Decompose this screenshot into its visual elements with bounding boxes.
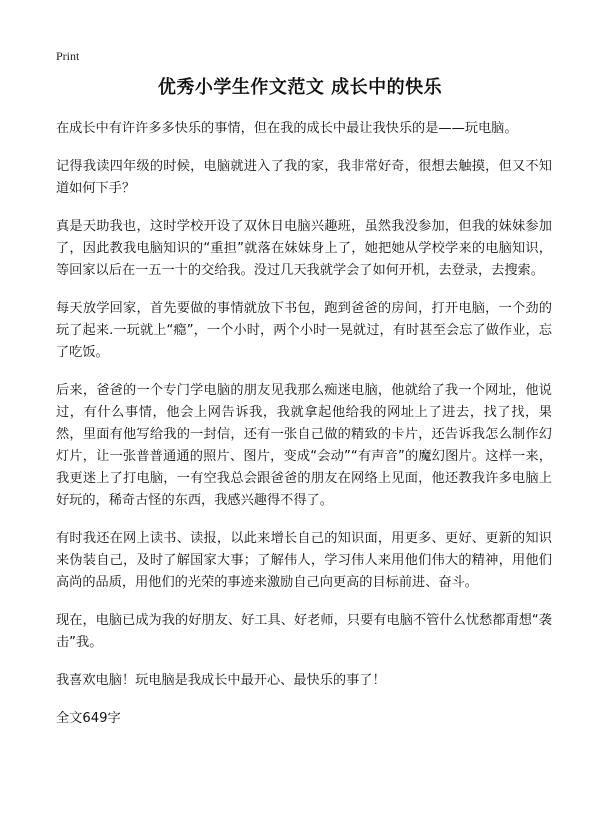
print-link[interactable]: Print (56, 49, 80, 63)
article-title: 优秀小学生作文范文 成长中的快乐 (157, 77, 443, 98)
paragraph: 在成长中有许许多多快乐的事情，但在我的成长中最让我快乐的是——玩电脑。 (56, 121, 518, 136)
word-count: 全文649字 (56, 711, 121, 726)
paragraph: 记得我读四年级的时候，电脑就进入了我的家，我非常好奇，很想去触摸，但又不知道如何下手？ (56, 159, 552, 196)
paragraph: 后来，爸爸的一个专门学电脑的朋友见我那么痴迷电脑，他就给了我一个网址，他说过，有什么事情，他会上网告诉我，我就拿起他给我的网址上了进去，找了找，果然，里面有他写给我的一封信，还有一张自己做的精致的卡片，还告诉我怎么制作幻灯片，让一张普普通通的照片、图片，变成“会动”“有声音”的魔幻图片。这样一来，我更迷上了打电脑，一有空我总会跟爸爸的朋友在网络上见面，他还教我许多电脑上好玩的，稀奇古怪的东西，我感兴趣得不得了。 (56, 383, 552, 508)
paragraph: 真是天助我也，这时学校开设了双休日电脑兴趣班，虽然我没参加，但我的妹妹参加了，因此教我电脑知识的“重担”就落在妹妹身上了，她把她从学校学来的电脑知识，等回家以后在一五一十的交给我。没过几天我就学会了如何开机，去登录，去搜索。 (56, 219, 552, 278)
paragraph: 每天放学回家，首先要做的事情就放下书包，跑到爸爸的房间，打开电脑，一个劲的玩了起来.一玩就上“瘾”，一个小时，两个小时一晃就过，有时甚至会忘了做作业，忘了吃饭。 (56, 301, 552, 360)
paragraph: 我喜欢电脑！玩电脑是我成长中最开心、最快乐的事了！ (56, 673, 386, 688)
paragraph: 有时我还在网上读书、读报，以此来增长自己的知识面，用更多、更好、更新的知识来伪装自己，及时了解国家大事；了解伟人，学习伟人来用他们伟大的精神，用他们高尚的品质，用他们的光荣的事迹来激励自己向更高的目标前进、奋斗。 (56, 531, 552, 590)
article-body (56, 118, 552, 730)
paragraph: 现在，电脑已成为我的好朋友、好工具、好老师，只要有电脑不管什么忧愁都甭想“袭击”我。 (56, 613, 552, 650)
